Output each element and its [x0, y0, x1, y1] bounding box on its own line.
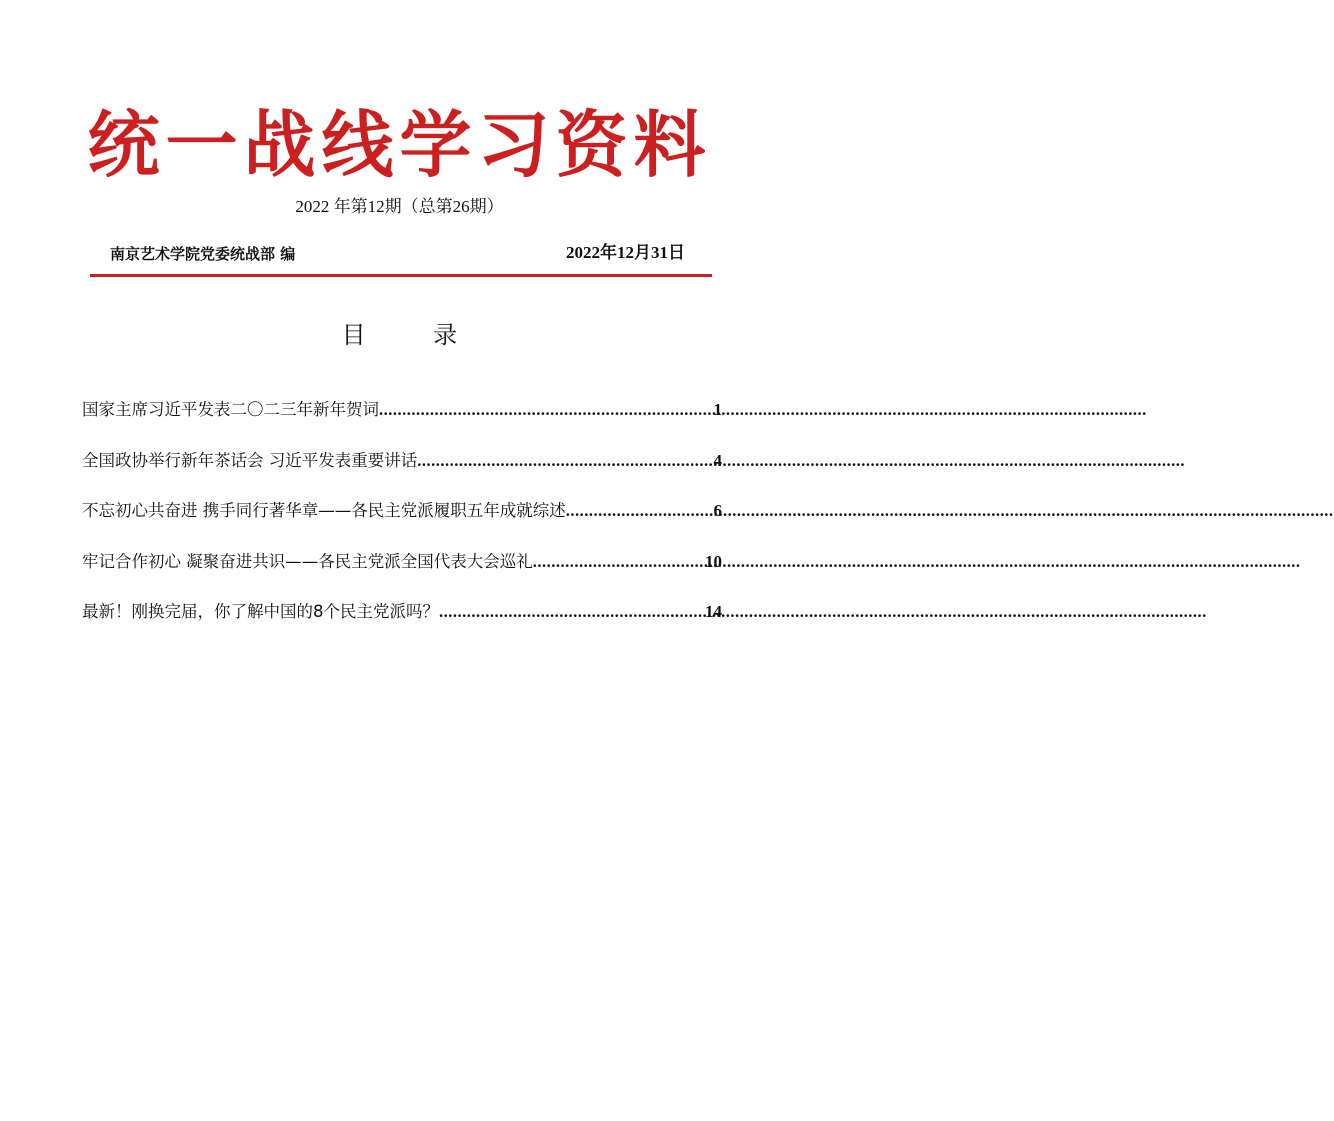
toc-dot-leader: [439, 600, 704, 624]
toc-entry-page: 10: [705, 551, 722, 571]
toc-entry[interactable]: [82, 499, 722, 550]
toc-dot-leader: [566, 499, 713, 523]
toc-entry-page: 6: [713, 501, 722, 520]
masthead-title: 统一战线学习资料: [87, 102, 712, 187]
toc-entry-page: 1: [713, 400, 722, 419]
toc-entry-title: 最新！刚换完届，你了解中国的8个民主党派吗？: [82, 602, 439, 621]
header-divider: [90, 274, 712, 277]
toc-entry-page: 4: [713, 450, 722, 470]
editor-line: 南京艺术学院党委统战部 编: [110, 245, 296, 263]
toc-entry-title: 国家主席习近平发表二〇二三年新年贺词: [82, 400, 379, 419]
toc-entry-title: 全国政协举行新年茶话会 习近平发表重要讲话: [82, 450, 418, 470]
toc-entry[interactable]: [82, 550, 722, 601]
toc-dot-leader: [417, 449, 712, 473]
publication-date: 2022年12月31日: [566, 243, 685, 262]
toc-entry-page: 14: [705, 602, 722, 621]
issue-number: 2022 年第12期（总第26期）: [295, 197, 504, 216]
table-of-contents: [82, 398, 722, 651]
toc-entry[interactable]: [82, 398, 722, 449]
toc-dot-leader: [379, 398, 713, 422]
toc-entry-title: 不忘初心共奋进 携手同行著华章——各民主党派履职五年成就综述: [82, 501, 566, 520]
toc-entry-title: 牢记合作初心 凝聚奋进共识——各民主党派全国代表大会巡礼: [82, 551, 533, 571]
toc-entry[interactable]: [82, 449, 722, 500]
toc-heading: 目 录: [341, 321, 488, 349]
toc-entry[interactable]: [82, 600, 722, 651]
toc-dot-leader: [533, 550, 704, 574]
